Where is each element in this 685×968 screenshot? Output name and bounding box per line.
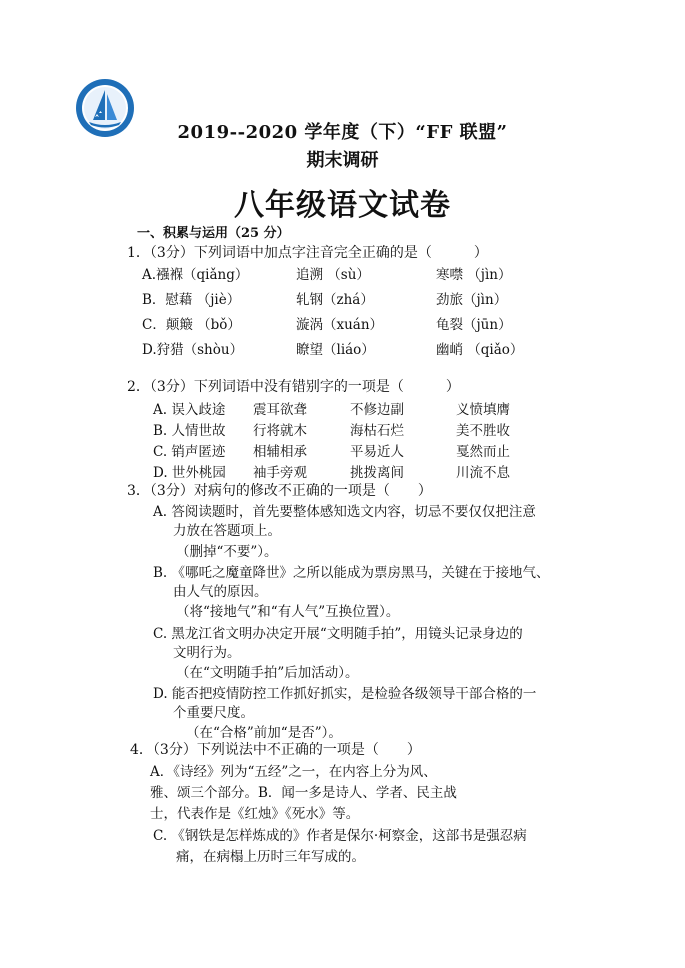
q3-d-fix: （在“合格”前加“是否”）。 [186, 725, 342, 741]
q1-a-2: 追溯 （sù） [296, 267, 370, 283]
q1-d-1: D.狩猎（shòu） [142, 342, 244, 358]
q2-c-3: 平易近人 [350, 444, 404, 460]
q3-a-fix: （删掉“不要”）。 [176, 544, 278, 560]
exam-main-title: 八年级语文试卷 [234, 188, 451, 223]
q2-c-2: 相辅相承 [253, 444, 307, 460]
q2-a-3: 不修边副 [350, 402, 404, 418]
exam-title-line1: 2019--2020 学年度（下）“FF 联盟” [177, 122, 508, 143]
q2-b-1: B. 人情世故 [153, 423, 226, 439]
q3-a-line2: 力放在答题项上。 [173, 523, 281, 539]
q3-d-line1: D. 能否把疫情防控工作抓好抓实，是检验各级领导干部合格的一 [153, 686, 537, 702]
q2-a-4: 义愤填膺 [456, 402, 510, 418]
question-1-stem: 1．（3分）下列词语中加点字注音完全正确的是（ ） [127, 245, 488, 261]
q4-line-4: C. 《钢铁是怎样炼成的》作者是保尔·柯察金，这部书是强忍病 [153, 828, 527, 844]
question-3-stem: 3．（3分）对病句的修改不正确的一项是（ ） [127, 483, 432, 499]
q4-line-5: 痛，在病榻上历时三年写成的。 [176, 849, 365, 865]
q3-c-fix: （在“文明随手拍”后加活动）。 [176, 665, 359, 681]
q2-d-2: 袖手旁观 [253, 465, 307, 481]
q1-c-3: 龟裂（jūn） [436, 317, 512, 333]
q2-d-4: 川流不息 [456, 465, 510, 481]
q1-c-2: 漩涡（xuán） [296, 317, 384, 333]
q3-c-line2: 文明行为。 [173, 645, 241, 661]
q2-a-2: 震耳欲聋 [253, 402, 307, 418]
q2-b-2: 行将就木 [253, 423, 307, 439]
question-4-stem: 4．（3分）下列说法中不正确的一项是（ ） [130, 742, 421, 758]
q4-line-1: A．《诗经》列为“五经”之一，在内容上分为风、 [150, 764, 437, 780]
q1-a-3: 寒噤 （jìn） [436, 267, 512, 283]
q1-b-2: 轧钢（zhá） [296, 292, 374, 308]
q4-line-2: 雅、颂三个部分。B．闻一多是诗人、学者、民主战 [150, 785, 457, 801]
q3-a-line1: A. 答阅读题时，首先要整体感知选文内容，切忌不要仅仅把注意 [153, 504, 536, 520]
q2-a-1: A. 误入歧途 [153, 402, 226, 418]
q3-b-line2: 由人气的原因。 [173, 584, 268, 600]
q2-c-4: 戛然而止 [456, 444, 510, 460]
q1-d-2: 瞭望（liáo） [296, 342, 375, 358]
q3-b-fix: （将“接地气”和“有人气”互换位置）。 [176, 604, 400, 620]
q1-a-1: A.襁褓（qiǎng） [142, 267, 249, 283]
q1-b-3: 劲旅（jìn） [436, 292, 508, 308]
q2-d-1: D. 世外桃园 [153, 465, 226, 481]
q3-d-line2: 个重要尺度。 [173, 705, 254, 721]
question-2-stem: 2．（3分）下列词语中没有错别字的一项是（ ） [127, 379, 460, 395]
exam-title-line2: 期末调研 [306, 150, 379, 171]
q1-b-1: B．慰藉 （jiè） [142, 292, 241, 308]
q1-c-1: C．颠簸 （bǒ） [142, 317, 241, 333]
q2-b-4: 美不胜收 [456, 423, 510, 439]
q2-b-3: 海枯石烂 [350, 423, 404, 439]
q4-line-3: 士，代表作是《红烛》《死水》等。 [150, 806, 360, 822]
section-heading: 一、积累与运用（25 分） [137, 226, 290, 241]
q3-c-line1: C. 黑龙江省文明办决定开展“文明随手拍”，用镜头记录身边的 [153, 626, 523, 642]
q2-c-1: C. 销声匿迹 [153, 444, 226, 460]
q1-d-3: 幽峭 （qiǎo） [436, 342, 524, 358]
q2-d-3: 挑拨离间 [350, 465, 404, 481]
q3-b-line1: B. 《哪吒之魔童降世》之所以能成为票房黑马，关键在于接地气、 [153, 565, 550, 581]
